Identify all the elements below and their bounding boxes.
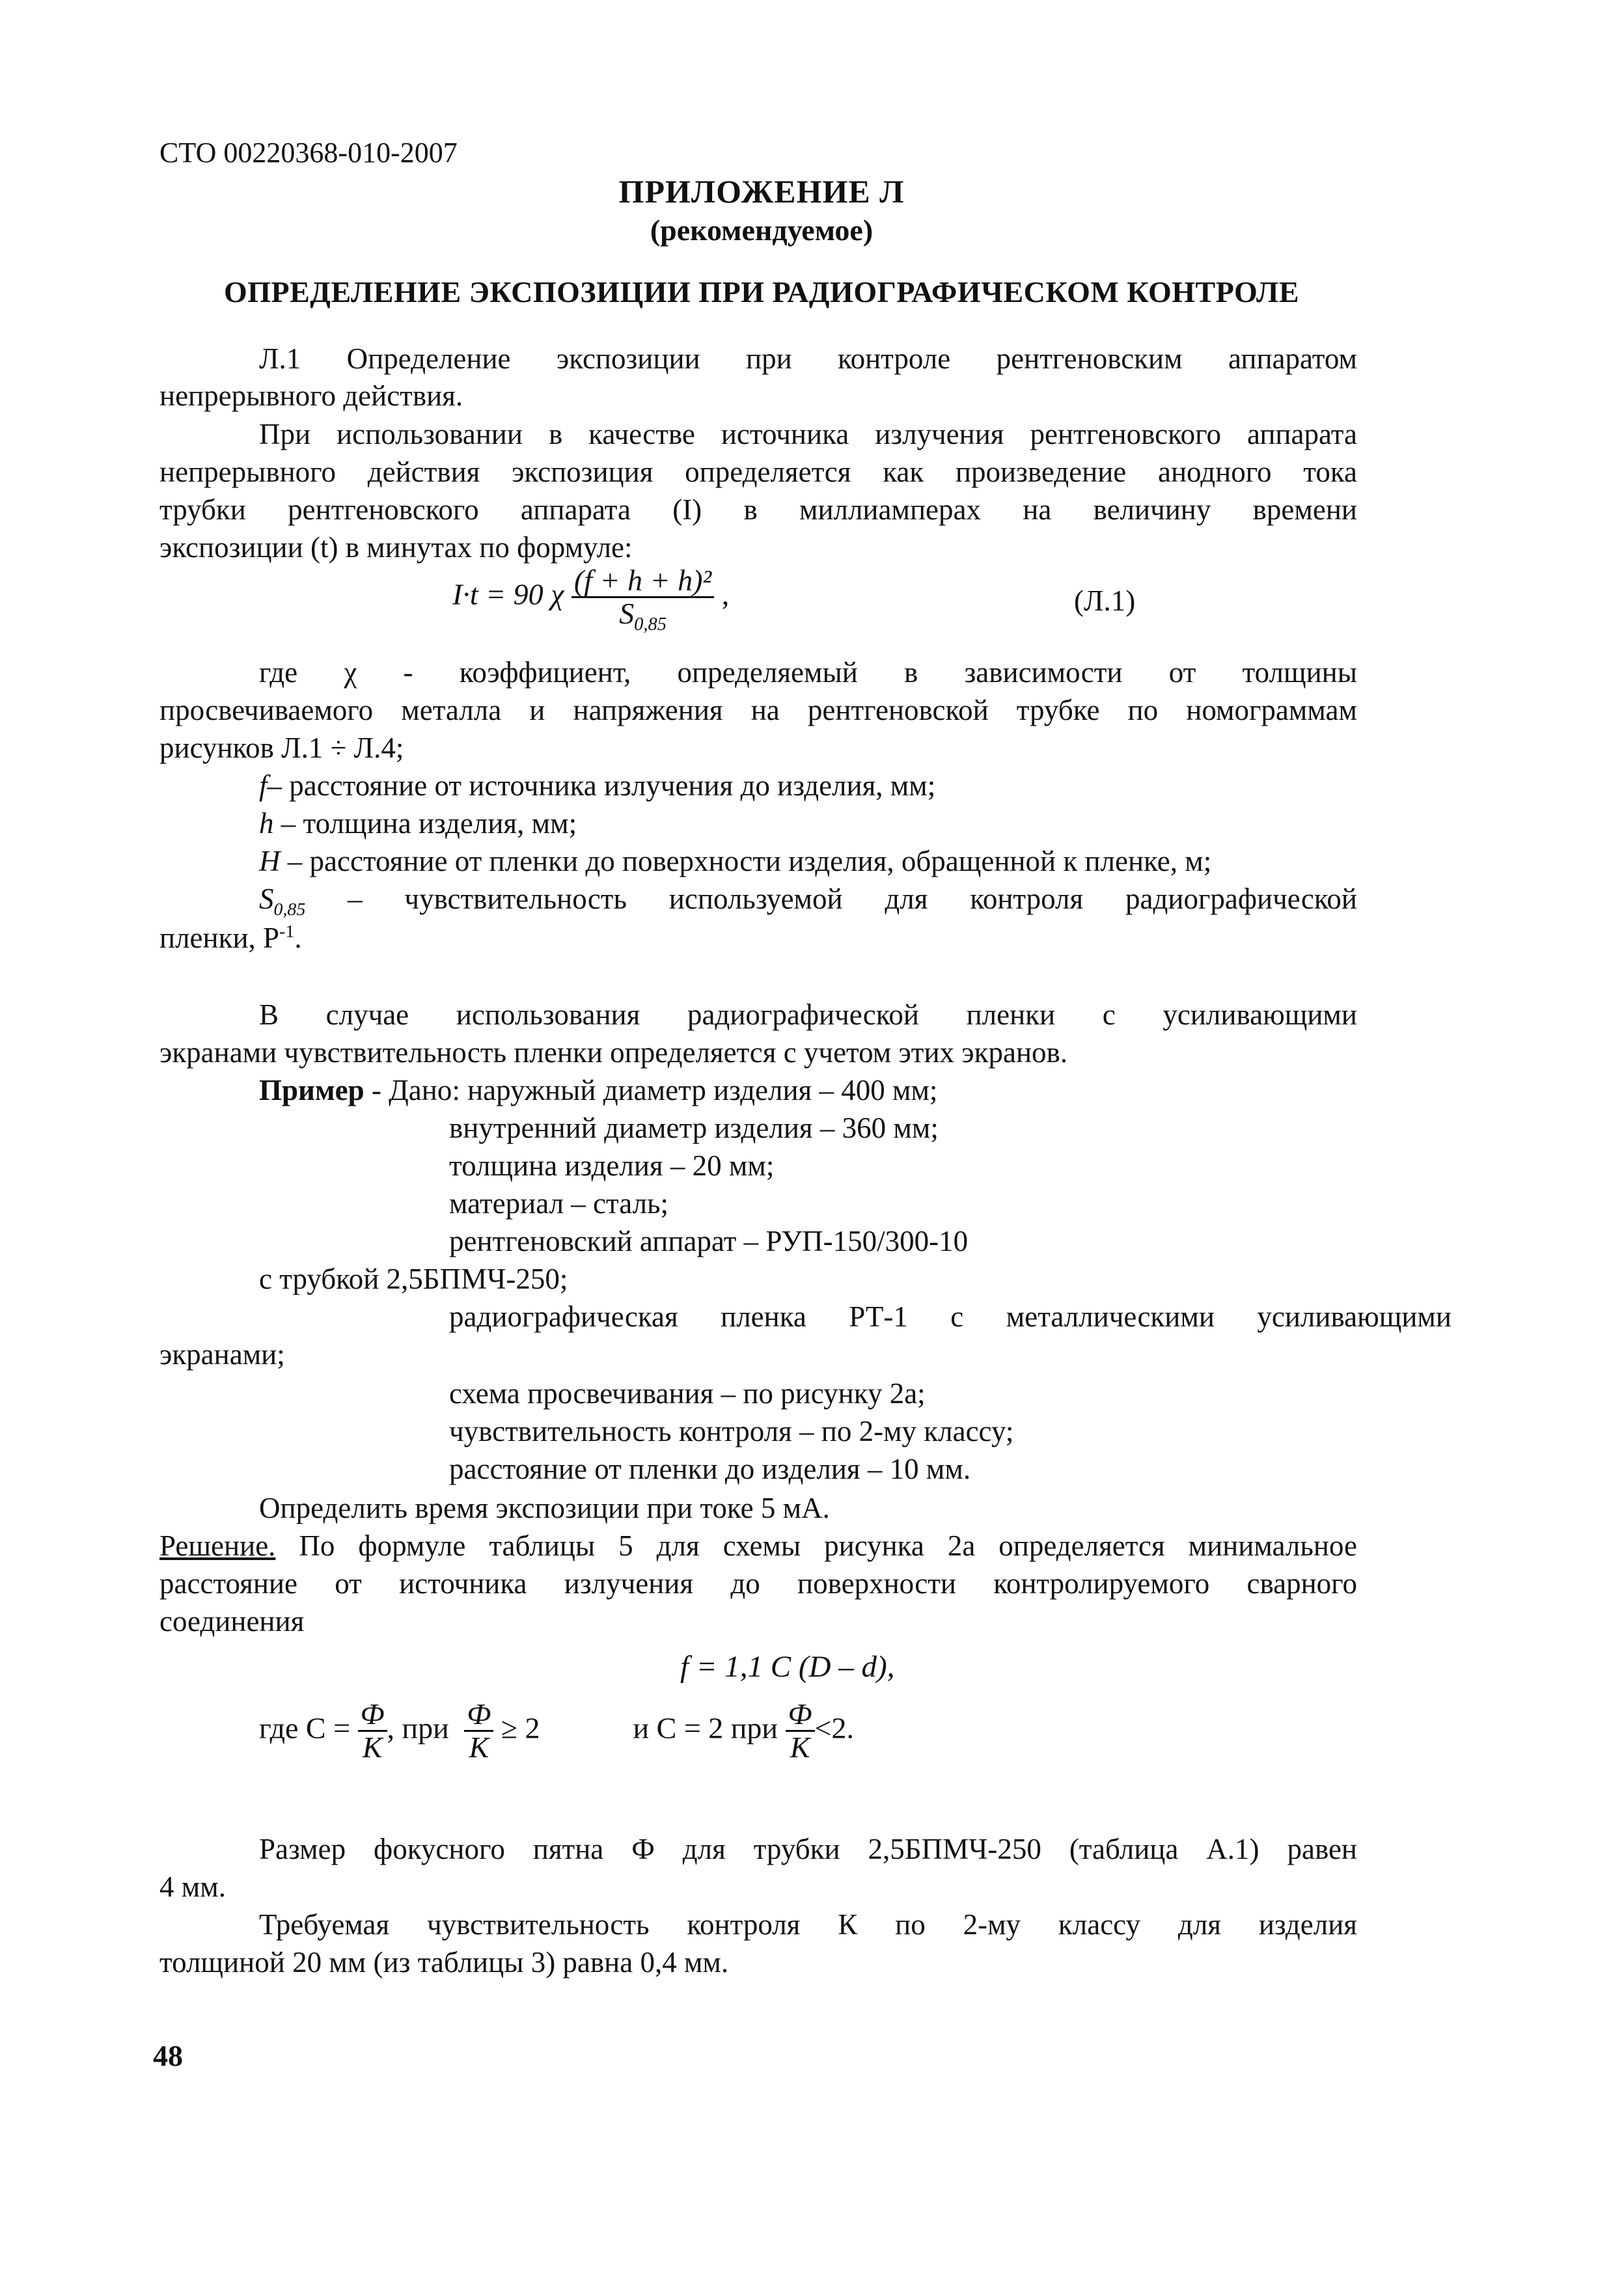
intro-line3: трубки рентгеновского аппарата (I) в миллиамперах на величину времени [159,493,1357,526]
section-l1-line1: Л.1 Определение экспозиции при контроле рентгеновским аппаратом [259,342,1357,375]
screens-line1: В случае использования радиографической пленки с усиливающими [259,998,1357,1031]
def-S: $S_{0,85}$ – чувствительность используемой для контроля радиографической [259,883,1357,920]
phi-over-k-fraction: $\frac{Ф}{К}$ [786,1699,815,1764]
sensitivity-line2: толщиной 20 мм (из таблицы 3) равна 0,4 мм. [159,1946,729,1979]
example-item: рентгеновский аппарат – РУП-150/300-10 [449,1225,969,1257]
intro-line4: экспозиции (t) в минутах по формуле: [159,531,633,564]
formula-comma: , [721,577,730,611]
document-code: СТО 00220368-010-2007 [159,137,458,169]
appendix-subtitle: (рекомендуемое) [650,213,874,247]
example-item: расстояние от пленки до изделия – 10 мм. [449,1453,971,1485]
example-given: Пример - Дано: наружный диаметр изделия – 400 мм; [259,1074,938,1106]
focal-line1: Размер фокусного пятна Ф для трубки 2,5БПМЧ-250 (таблица А.1) равен [259,1833,1357,1865]
formula-denominator: $S_{0,85}$ [619,597,667,635]
solution-line1: Решение. По формуле таблицы 5 для схемы рисунка 2а определяется минимальное [159,1529,1357,1562]
def-f: f– расстояние от источника излучения до изделия, мм; [259,769,936,802]
screens-line2: экранами чувствительность пленки определяется с учетом этих экранов. [159,1036,1068,1069]
example-item: схема просвечивания – по рисунку 2а; [449,1377,926,1410]
def-chi-line2: просвечиваемого металла и напряжения на рентгеновской трубке по номограммам [159,694,1357,726]
formula-numerator: (f + h + h)² [571,565,714,598]
def-S-cont: пленки, $Р^{-1}$. [159,922,302,954]
focal-line2: 4 мм. [159,1871,226,1903]
formula-lhs: I·t = 90 χ [452,577,564,611]
phi-over-k-fraction: $\frac{Ф}{К}$ [464,1699,493,1764]
def-H: H – расстояние от пленки до поверхности изделия, обращенной к пленке, м; [259,845,1212,877]
formula-number: (Л.1) [1074,584,1136,617]
example-item: толщина изделия – 20 мм; [449,1149,775,1182]
example-film-line2: экранами; [159,1338,285,1371]
formula-fraction [571,564,714,635]
example-item: чувствительность контроля – по 2-му классу; [449,1415,1014,1447]
example-film-line1: радиографическая пленка РТ-1 с металлическими усиливающими [449,1300,1452,1333]
appendix-title: ПРИЛОЖЕНИЕ Л [618,173,905,210]
solution-condition: где С = $\frac{Ф}{К}$ , при $\frac{Ф}{К}$ ≥ 2 и С = 2 при $\frac{Ф}{К}$ <2. [259,1697,854,1764]
sensitivity-line1: Требуемая чувствительность контроля К по 2-му классу для изделия [259,1908,1357,1941]
example-tube: с трубкой 2,5БПМЧ-250; [259,1263,568,1295]
section-l1-line2: непрерывного действия. [159,379,463,412]
appendix-heading: ОПРЕДЕЛЕНИЕ ЭКСПОЗИЦИИ ПРИ РАДИОГРАФИЧЕСКОМ КОНТРОЛЕ [223,275,1300,308]
def-h: h – толщина изделия, мм; [259,807,577,840]
intro-line1: При использовании в качестве источника излучения рентгеновского аппарата [259,418,1357,450]
solution-formula: f = 1,1 C (D – d), [680,1650,895,1684]
example-item: материал – сталь; [449,1187,669,1220]
page-number: 48 [153,2039,183,2072]
def-chi-line3: рисунков Л.1 ÷ Л.4; [159,732,404,764]
solution-line3: соединения [159,1605,305,1638]
solution-line2: расстояние от источника излучения до поверхности контролируемого сварного [159,1567,1357,1600]
formula-l1 [452,564,730,635]
phi-over-k-fraction: $\frac{Ф}{К}$ [358,1699,387,1764]
def-chi-line1: где χ - коэффициент, определяемый в зависимости от толщины [259,656,1357,689]
intro-line2: непрерывного действия экспозиция определяется как произведение анодного тока [159,456,1357,488]
example-item: внутренний диаметр изделия – 360 мм; [449,1112,939,1144]
example-task: Определить время экспозиции при токе 5 мА. [259,1492,830,1524]
